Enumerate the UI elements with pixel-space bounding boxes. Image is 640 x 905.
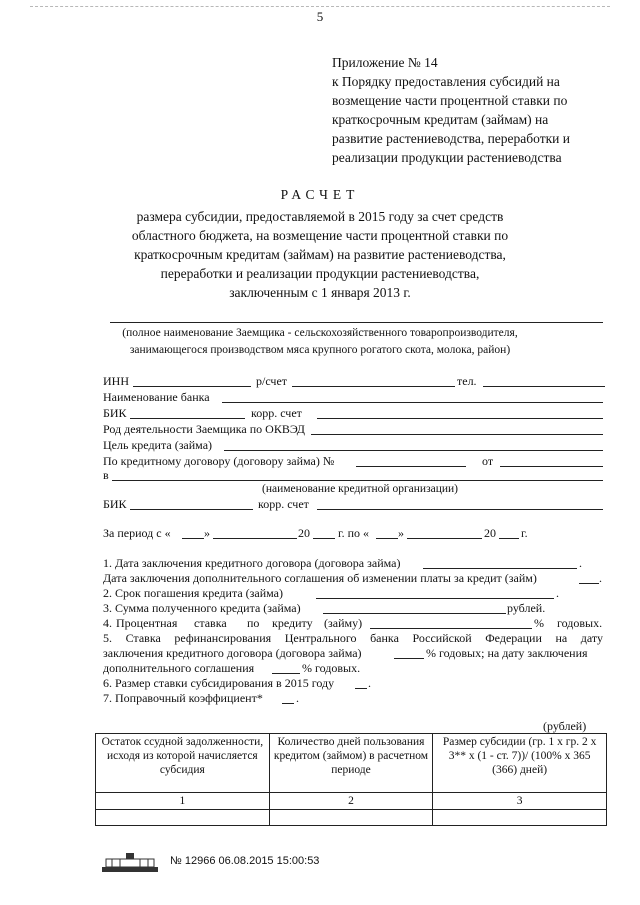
period-end-day-field[interactable] xyxy=(376,538,398,539)
item-3-field[interactable] xyxy=(323,613,506,614)
item-4-end: годовых. xyxy=(557,616,603,630)
currency-note: (рублей) xyxy=(543,719,587,733)
table-header-cell: Размер субсидии (гр. 1 х гр. 2 х 3** х (1 - ст. 7))/ (100% х 365 (366) дней) xyxy=(433,734,607,793)
period-start-year-field[interactable] xyxy=(313,538,335,539)
bik2-field[interactable] xyxy=(130,509,253,510)
item-4-number: 4. xyxy=(103,616,112,630)
corr-account2-label: корр. счет xyxy=(258,497,309,511)
credit-org-caption: (наименование кредитной организации) xyxy=(261,483,459,495)
item-2-label: 2. Срок погашения кредита (займа) xyxy=(103,586,283,600)
item-5-line2b: % годовых; на дату заключения xyxy=(426,646,588,660)
item-1b-label: Дата заключения дополнительного соглашения об изменении платы за кредит (займ) xyxy=(103,571,537,585)
item-4-word: ставка xyxy=(194,616,227,630)
subtitle-line: переработки и реализации продукции растениеводства, xyxy=(160,266,480,281)
period-mid: г. по « xyxy=(338,526,369,540)
item-1b-field[interactable] xyxy=(579,583,599,584)
table-header-cell: Количество дней пользования кредитом (займом) в расчетном периоде xyxy=(269,734,433,793)
item-1b-end: . xyxy=(599,571,602,585)
item-1-end: . xyxy=(579,556,582,570)
agreement-date-label: от xyxy=(482,454,494,468)
account-field[interactable] xyxy=(292,386,455,387)
item-1-field[interactable] xyxy=(423,568,577,569)
table-row xyxy=(96,793,607,810)
subsidy-table xyxy=(95,733,607,826)
appendix-line: возмещение части процентной ставки по xyxy=(332,93,568,108)
item-5-rate-field[interactable] xyxy=(394,658,424,659)
period-start-month-field[interactable] xyxy=(213,538,297,539)
bik-field[interactable] xyxy=(130,418,245,419)
document-subtitle xyxy=(0,207,640,302)
subtitle-line: заключенным с 1 января 2013 г. xyxy=(229,285,411,300)
subtitle-line: размера субсидии, предоставляемой в 2015 году за счет средств xyxy=(136,209,504,224)
registry-stamp-icon xyxy=(100,851,160,873)
appendix-line: реализации продукции растениеводства xyxy=(332,150,562,165)
scan-top-border xyxy=(30,6,610,7)
item-4-word: Процентная xyxy=(116,616,178,630)
item-5-line3b: % годовых. xyxy=(302,661,361,675)
table-cell[interactable] xyxy=(433,810,607,826)
corr-account2-field[interactable] xyxy=(317,509,603,510)
period-end-year-field[interactable] xyxy=(499,538,519,539)
appendix-line: Приложение № 14 xyxy=(332,55,438,70)
table-column-number: 1 xyxy=(96,793,270,810)
corr-account-label: корр. счет xyxy=(251,406,302,420)
period-prefix: За период с « xyxy=(103,526,171,540)
inn-label: ИНН xyxy=(103,374,129,388)
appendix-line: развитие растениеводства, переработки и xyxy=(332,131,570,146)
bik2-label: БИК xyxy=(103,497,127,511)
item-5-line2a: заключения кредитного договора (договора займа) xyxy=(103,646,362,660)
table-header-row xyxy=(96,734,607,793)
appendix-line: к Порядку предоставления субсидий на xyxy=(332,74,560,89)
period-quote: » xyxy=(204,526,210,540)
period-year-prefix: 20 xyxy=(484,526,496,540)
bik-label: БИК xyxy=(103,406,127,420)
period-quote: » xyxy=(398,526,404,540)
item-3-end: рублей. xyxy=(507,601,546,615)
document-title: РАСЧЕТ xyxy=(280,187,360,202)
item-4-word: кредиту xyxy=(272,616,313,630)
credit-purpose-field[interactable] xyxy=(224,450,603,451)
phone-label: тел. xyxy=(457,374,477,388)
activity-label: Род деятельности Заемщика по ОКВЭД xyxy=(103,422,305,436)
agreement-label: По кредитному договору (договору займа) № xyxy=(103,454,335,468)
table-cell[interactable] xyxy=(269,810,433,826)
item-6-end: . xyxy=(368,676,371,690)
item-7-label: 7. Поправочный коэффициент* xyxy=(103,691,263,705)
page-number: 5 xyxy=(316,9,324,24)
inn-field[interactable] xyxy=(133,386,251,387)
table-column-number: 3 xyxy=(433,793,607,810)
item-5-line1: 5. Ставка рефинансирования Центрального банка Российской Федерации на дату xyxy=(103,631,603,645)
bank-name-label: Наименование банка xyxy=(103,390,210,404)
item-7-field[interactable] xyxy=(282,703,294,704)
agreement-number-field[interactable] xyxy=(356,466,466,467)
credit-purpose-label: Цель кредита (займа) xyxy=(103,438,213,452)
period-year-prefix: 20 xyxy=(298,526,310,540)
item-7-end: . xyxy=(296,691,299,705)
subtitle-line: областного бюджета, на возмещение части процентной ставки по xyxy=(131,228,509,243)
period-start-day-field[interactable] xyxy=(182,538,204,539)
phone-field[interactable] xyxy=(483,386,605,387)
item-4-field[interactable] xyxy=(370,628,532,629)
item-6-field[interactable] xyxy=(355,688,367,689)
bank-name-field[interactable] xyxy=(222,402,603,403)
period-end-month-field[interactable] xyxy=(407,538,482,539)
table-cell[interactable] xyxy=(96,810,270,826)
table-column-number: 2 xyxy=(269,793,433,810)
borrower-caption-line: занимающегося производством мяса крупного рогатого скота, молока, район) xyxy=(129,344,511,356)
period-end: г. xyxy=(521,526,528,540)
item-6-label: 6. Размер ставки субсидирования в 2015 году xyxy=(103,676,335,690)
appendix-line: краткосрочным кредитам (займам) на xyxy=(332,112,549,127)
credit-org-field[interactable] xyxy=(112,480,603,481)
borrower-name-line[interactable] xyxy=(110,322,603,323)
table-row[interactable] xyxy=(96,810,607,826)
subtitle-line: краткосрочным кредитам (займам) на развитие растениеводства, xyxy=(134,247,506,262)
item-2-end: . xyxy=(556,586,559,600)
item-4-percent: % xyxy=(534,616,544,630)
table-header-cell: Остаток ссудной задолженности, исходя из которой начисляется субсидия xyxy=(96,734,270,793)
appendix-header xyxy=(332,53,570,167)
corr-account-field[interactable] xyxy=(317,418,603,419)
registration-number: № 12966 06.08.2015 15:00:53 xyxy=(170,855,320,867)
credit-org-prefix: в xyxy=(103,468,109,482)
borrower-caption-line: (полное наименование Заемщика - сельскохозяйственного товаропроизводителя, xyxy=(122,327,518,339)
item-4-word: по xyxy=(247,616,260,630)
item-4-word: (займу) xyxy=(324,616,363,630)
item-5-line3a: дополнительного соглашения xyxy=(103,661,255,675)
item-1-label: 1. Дата заключения кредитного договора (договора займа) xyxy=(103,556,401,570)
agreement-date-field[interactable] xyxy=(500,466,603,467)
activity-field[interactable] xyxy=(311,434,603,435)
item-5-addendum-rate-field[interactable] xyxy=(272,673,300,674)
account-label: р/счет xyxy=(256,374,288,388)
item-2-field[interactable] xyxy=(316,598,554,599)
item-3-label: 3. Сумма полученного кредита (займа) xyxy=(103,601,301,615)
